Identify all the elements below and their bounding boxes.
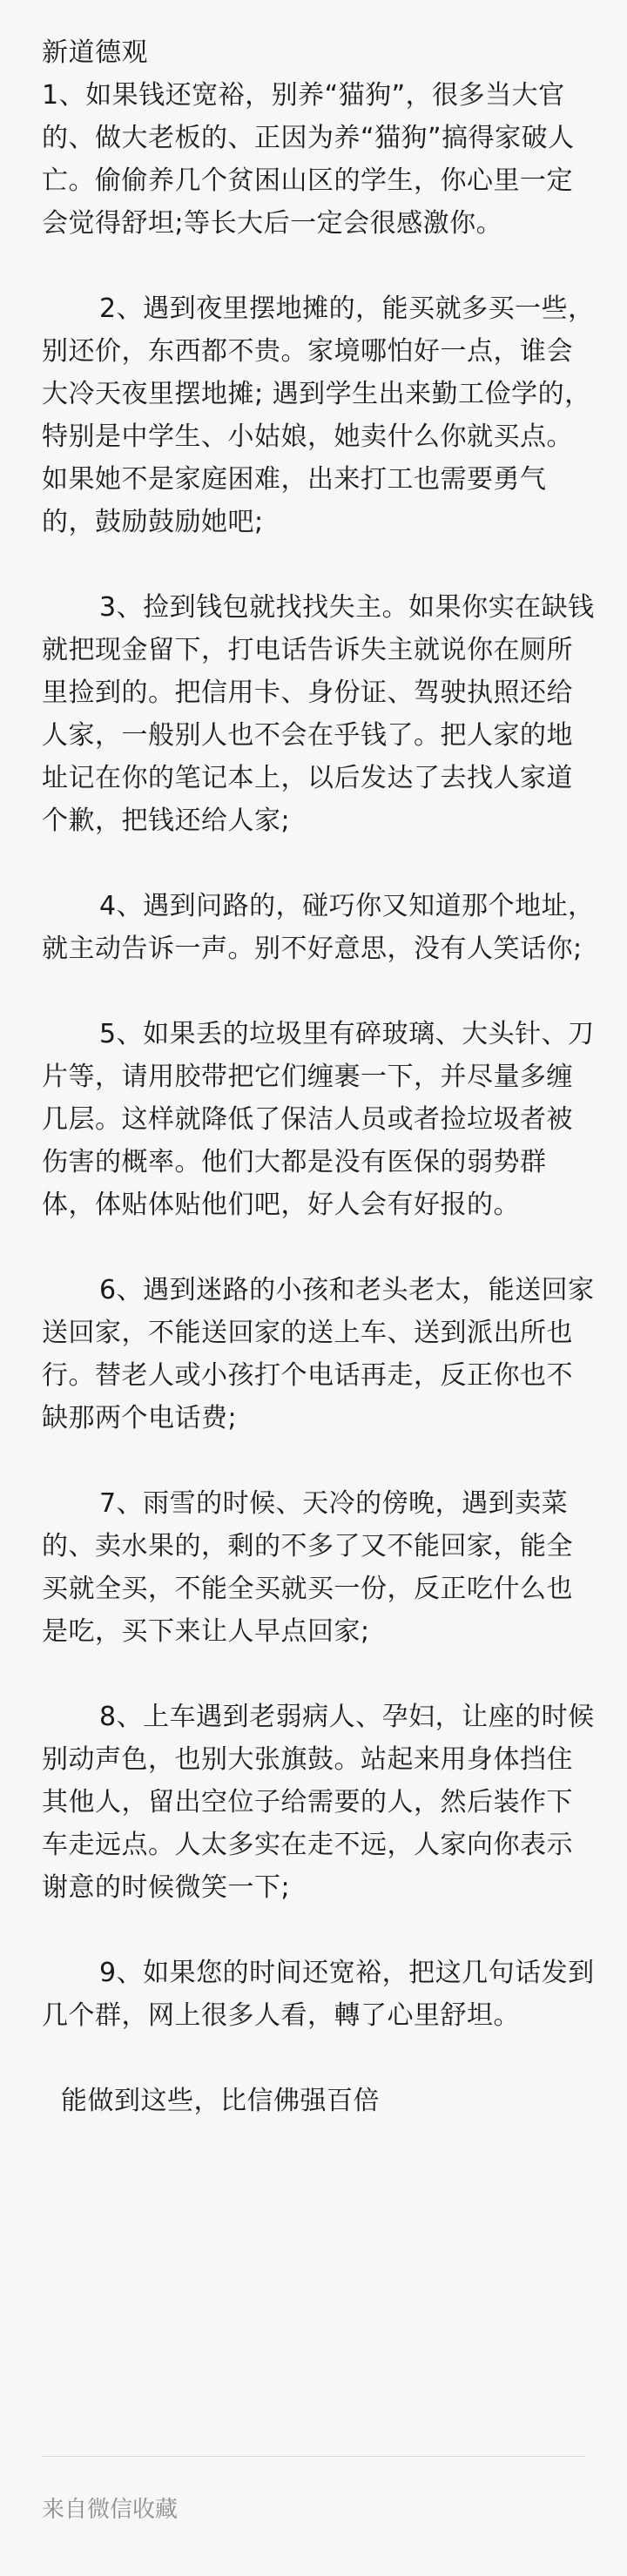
paragraph-gap (42, 970, 596, 1013)
paragraph-1: 1、如果钱还宽裕，别养“猫狗”，很多当大官的、做大老板的、正因为养“猫狗”搞得家破人亡。偷偷养几个贫困山区的学生，你心里一定会觉得舒坦;等长大后一定会很感激你。 (42, 80, 575, 239)
paragraph-5: 5、如果丢的垃圾里有碎玻璃、大头针、刀片等，请用胶带把它们缠裹一下，并尽量多缠几层。这样就降低了保洁人员或者捡垃圾者被伤害的概率。他们大都是没有医保的弱势群体，体贴体贴他们吧，好人会有好报的。 (42, 1019, 595, 1220)
paragraph-gap (42, 842, 596, 885)
paragraph-3: 3、捡到钱包就找找失主。如果你实在缺钱就把现金留下，打电话告诉失主就说你在厕所里捡到的。把信用卡、身份证、驾驶执照还给人家，一般别人也不会在乎钱了。把人家的地址记在你的笔记本上，以后发达了去找人家道个歉，把钱还给人家; (42, 592, 595, 836)
footer-divider (42, 2456, 585, 2457)
paragraph-9: 9、如果您的时间还宽裕，把这几句话发到几个群，网上很多人看，轉了心里舒坦。 (42, 1958, 595, 2031)
paragraph-gap (42, 245, 596, 287)
paragraph-gap (42, 1440, 596, 1482)
paragraph-8: 8、上车遇到老弱病人、孕妇，让座的时候别动声色，也别大张旗鼓。站起来用身体挡住其他人，留出空位子给需要的人，然后装作下车走远点。人太多实在走不远，人家向你表示谢意的时候微笑一下; (42, 1702, 595, 1903)
paragraph-6: 6、遇到迷路的小孩和老头老太，能送回家送回家，不能送回家的送上车、送到派出所也行。替老人或小孩打个电话再走，反正你也不缺那两个电话费; (42, 1275, 595, 1433)
paragraph-gap (42, 543, 596, 586)
paragraph-7: 7、雨雪的时候、天冷的傍晚，遇到卖菜的、卖水果的，剩的不多了又不能回家，能全买就全买，不能全买就买一份，反正吃什么也是吃，买下来让人早点回家; (42, 1488, 573, 1647)
paragraph-gap (42, 2037, 596, 2080)
closing-line: 能做到这些，比信佛强百倍 (61, 2086, 380, 2116)
paragraph-gap (42, 1653, 596, 1696)
note-title: 新道德观 (42, 37, 148, 68)
paragraph-gap (42, 1909, 596, 1952)
note-content (42, 31, 596, 2122)
paragraph-2: 2、遇到夜里摆地摊的，能买就多买一些，别还价，东西都不贵。家境哪怕好一点，谁会大冷天夜里摆地摊; 遇到学生出来勤工俭学的，特别是中学生、小姑娘，她卖什么你就买点。如果她不是家庭困难，出来打工也需要勇气的，鼓励鼓励她吧; (42, 293, 595, 537)
paragraph-4: 4、遇到问路的，碰巧你又知道那个地址，就主动告诉一声。别不好意思，没有人笑话你; (42, 891, 595, 964)
source-label: 来自微信收藏 (42, 2497, 179, 2523)
paragraph-gap (42, 1226, 596, 1269)
